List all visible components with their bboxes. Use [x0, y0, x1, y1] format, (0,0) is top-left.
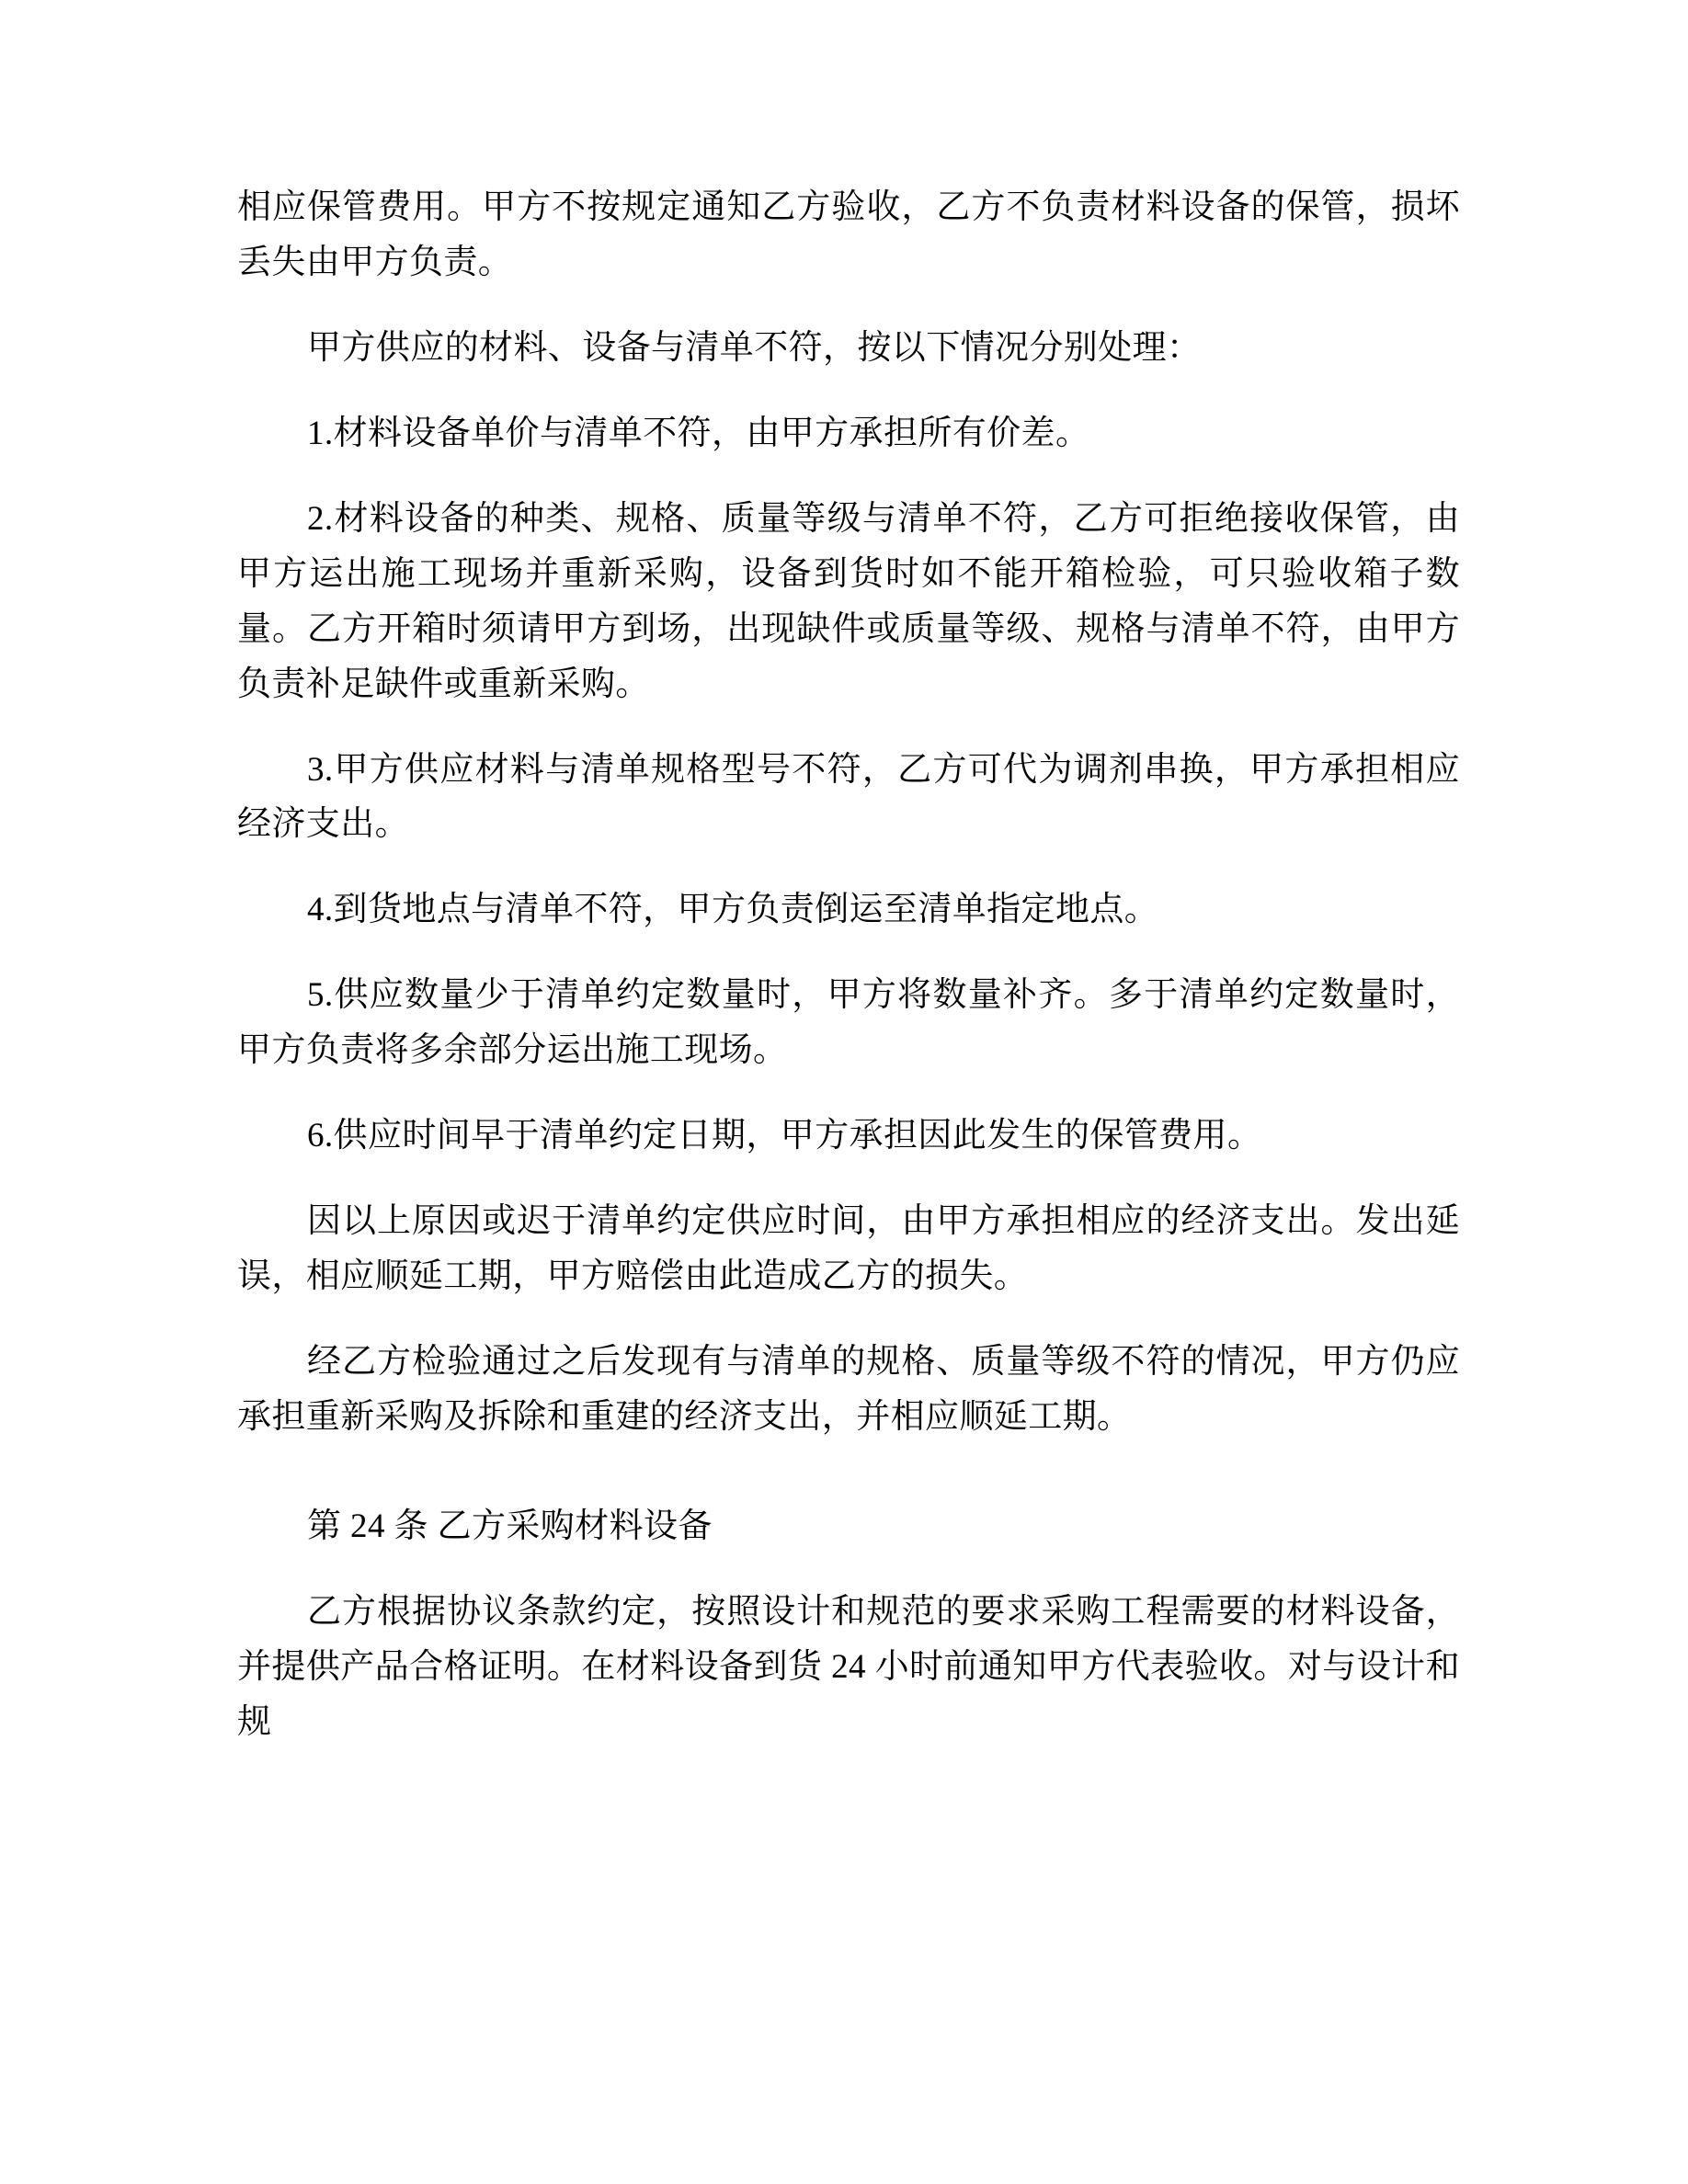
list-item-2-category-spec: 2.材料设备的种类、规格、质量等级与清单不符，乙方可拒绝接收保管，由甲方运出施工现场并重新采购，设备到货时如不能开箱检验，可只验收箱子数量。乙方开箱时须请甲方到场，出现缺件或质量等级、规格与清单不符，由甲方负责补足缺件或重新采购。: [237, 499, 1460, 703]
paragraph-article-24-body: 乙方根据协议条款约定，按照设计和规范的要求采购工程需要的材料设备，并提供产品合格证明。在材料设备到货 24 小时前通知甲方代表验收。对与设计和规: [237, 1592, 1460, 1741]
list-item-1-unit-price: 1.材料设备单价与清单不符，由甲方承担所有价差。: [307, 414, 1090, 452]
paragraph-economic-cost: 因以上原因或迟于清单约定供应时间，由甲方承担相应的经济支出。发出延误，相应顺延工期，甲方赔偿由此造成乙方的损失。: [237, 1202, 1460, 1296]
list-item-6-delivery-time: 6.供应时间早于清单约定日期，甲方承担因此发生的保管费用。: [307, 1117, 1262, 1155]
list-item-5-quantity: 5.供应数量少于清单约定数量时，甲方将数量补齐。多于清单约定数量时，甲方负责将多余部分运出施工现场。: [237, 976, 1460, 1070]
list-item-3-model-mismatch: 3.甲方供应材料与清单规格型号不符，乙方可代为调剂串换，甲方承担相应经济支出。: [237, 750, 1460, 844]
paragraph-supply-mismatch-intro: 甲方供应的材料、设备与清单不符，按以下情况分别处理：: [307, 328, 1202, 367]
list-item-4-delivery-location: 4.到货地点与清单不符，甲方负责倒运至清单指定地点。: [307, 891, 1159, 929]
section-spacer: [237, 1475, 1460, 1499]
paragraph-continuation: 相应保管费用。甲方不按规定通知乙方验收，乙方不负责材料设备的保管，损坏丢失由甲方负责。: [237, 188, 1460, 281]
section-heading-article-24: 第 24 条 乙方采购材料设备: [307, 1507, 713, 1545]
document-body: [237, 180, 1460, 1750]
paragraph-post-inspection: 经乙方检验通过之后发现有与清单的规格、质量等级不符的情况，甲方仍应承担重新采购及拆除和重建的经济支出，并相应顺延工期。: [237, 1343, 1460, 1436]
